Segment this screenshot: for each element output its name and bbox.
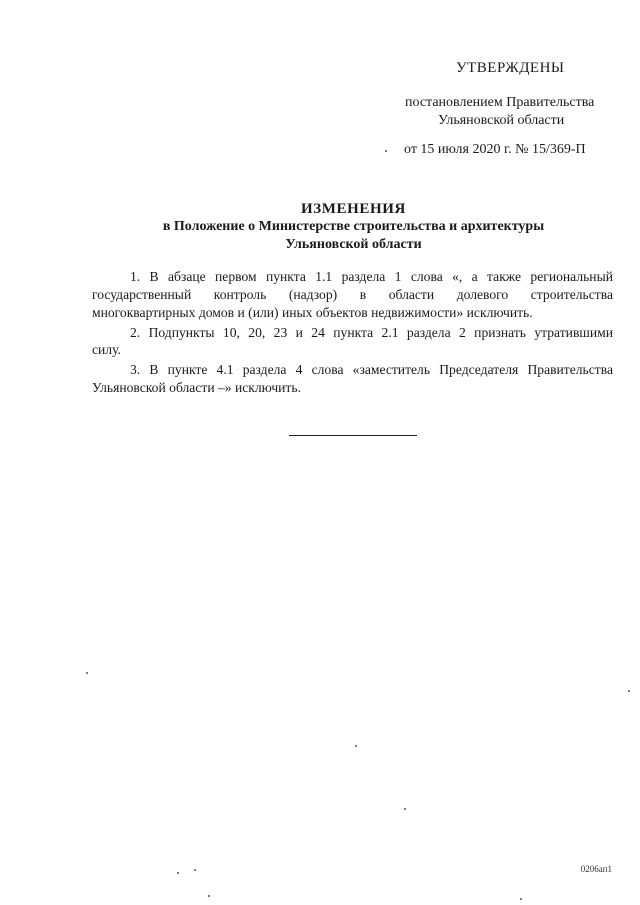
scan-speck [355,745,357,747]
paragraph-2-line-2: силу. [92,342,121,357]
decree-line-2: Ульяновской области [438,113,565,128]
scan-speck [520,898,522,900]
decree-line-1: постановлением Правительства [405,95,595,110]
decree-date: от 15 июля 2020 г. № 15/369-П [404,142,586,157]
document-subtitle-line-2: Ульяновской области [285,237,422,252]
scan-speck [404,808,406,810]
scan-speck [177,872,179,874]
document-title: ИЗМЕНЕНИЯ [301,201,406,217]
scan-speck [208,895,210,897]
document-code: 0206ап1 [580,864,612,874]
paragraph-3-line-2: Ульяновской области –» исключить. [92,380,301,395]
paragraph-1-line-1: 1. В абзаце первом пункта 1.1 раздела 1 слова «, а также региональный [130,269,613,284]
approved-heading: УТВЕРЖДЕНЫ [456,60,565,76]
scan-speck [86,672,88,674]
paragraph-1-line-3: многоквартирных домов и (или) иных объектов недвижимости» исключить. [92,305,533,320]
paragraph-1-line-2: государственный контроль (надзор) в области долевого строительства [92,287,613,302]
scan-speck [628,690,630,692]
closing-rule [289,435,417,436]
document-subtitle-line-1: в Положение о Министерстве строительства и архитектуры [162,219,545,234]
scan-speck [194,869,196,871]
paragraph-3-line-1: 3. В пункте 4.1 раздела 4 слова «заместитель Председателя Правительства [130,362,613,377]
scan-speck [385,150,387,152]
paragraph-2-line-1: 2. Подпункты 10, 20, 23 и 24 пункта 2.1 раздела 2 признать утратившими [130,325,613,340]
